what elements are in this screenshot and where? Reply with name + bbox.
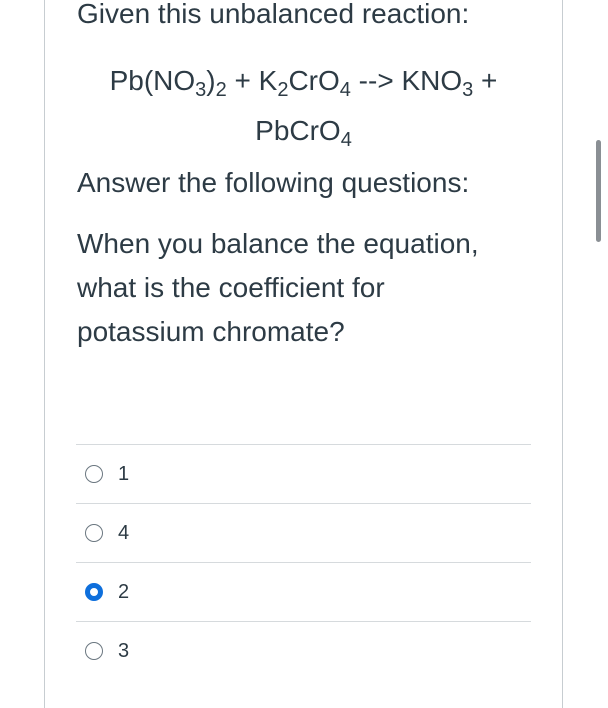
equation-line-2 bbox=[44, 106, 563, 156]
equation-text: PbCrO bbox=[255, 115, 341, 146]
radio-button[interactable] bbox=[85, 465, 103, 483]
equation-text: + K bbox=[226, 65, 278, 96]
answer-list bbox=[76, 444, 531, 680]
equation-subscript: 3 bbox=[462, 79, 474, 101]
equation-text: CrO bbox=[288, 65, 340, 96]
equation-subscript: 4 bbox=[339, 79, 351, 101]
equation-text: --> KNO bbox=[350, 65, 463, 96]
equation-subscript: 3 bbox=[195, 79, 207, 101]
answer-option[interactable] bbox=[76, 503, 531, 562]
question-prompt: When you balance the equation, what is the coefficient for potassium chromate? bbox=[77, 228, 479, 347]
question-instruction: Answer the following questions: bbox=[77, 167, 470, 198]
equation-text: ) bbox=[206, 65, 216, 96]
answer-label: 2 bbox=[118, 580, 130, 603]
radio-button[interactable] bbox=[85, 642, 103, 660]
chemical-equation bbox=[44, 56, 563, 156]
radio-button[interactable] bbox=[85, 524, 103, 542]
answer-option[interactable] bbox=[76, 444, 531, 503]
equation-subscript: 4 bbox=[340, 129, 352, 151]
equation-text: + bbox=[473, 65, 498, 96]
answer-label: 4 bbox=[118, 521, 130, 544]
answer-label: 1 bbox=[118, 462, 130, 485]
equation-subscript: 2 bbox=[277, 79, 289, 101]
radio-button[interactable] bbox=[85, 583, 103, 601]
equation-subscript: 2 bbox=[215, 79, 227, 101]
question-intro: Given this unbalanced reaction: bbox=[77, 0, 470, 29]
scrollbar-thumb[interactable] bbox=[596, 140, 601, 242]
equation-line-1 bbox=[44, 56, 563, 106]
answer-label: 3 bbox=[118, 639, 130, 662]
equation-text: Pb(NO bbox=[109, 65, 196, 96]
answer-option[interactable] bbox=[76, 621, 531, 680]
answer-option[interactable] bbox=[76, 562, 531, 621]
